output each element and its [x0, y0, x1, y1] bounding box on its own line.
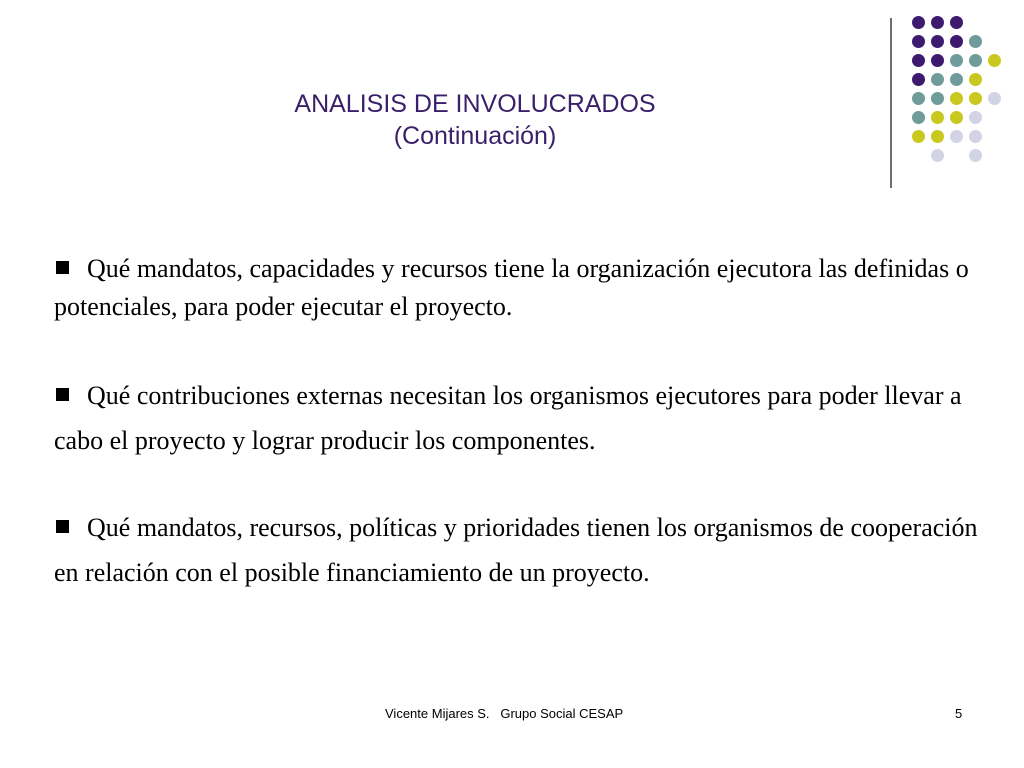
dot-teal [950, 73, 963, 86]
dot-purple [931, 54, 944, 67]
dot-teal [969, 35, 982, 48]
bullet-item [54, 373, 984, 463]
page-number: 5 [955, 706, 963, 721]
dot-teal [931, 73, 944, 86]
square-bullet-icon [56, 261, 69, 274]
dot-teal [931, 92, 944, 105]
dot-teal [912, 111, 925, 124]
dot-teal [950, 54, 963, 67]
footer-author: Vicente Mijares S. Grupo Social CESAP [385, 706, 624, 721]
dot-purple [912, 16, 925, 29]
bullet-text: Qué contribuciones externas necesitan los organismos ejecutores para poder llevar a cabo el proyecto y lograr producir los componentes. [54, 381, 962, 455]
dot-lavender [969, 149, 982, 162]
dot-purple [950, 16, 963, 29]
dot-yellow [931, 111, 944, 124]
dot-purple [912, 54, 925, 67]
dot-purple [931, 16, 944, 29]
dot-lavender [931, 149, 944, 162]
dot-purple [912, 35, 925, 48]
dot-teal [969, 54, 982, 67]
dot-yellow [988, 54, 1001, 67]
slide-title [180, 88, 770, 152]
square-bullet-icon [56, 520, 69, 533]
bullet-text: Qué mandatos, recursos, políticas y prioridades tienen los organismos de cooperación en relación con el posible financiamiento de un proyecto. [54, 513, 978, 587]
bullet-list [54, 250, 984, 595]
dot-purple [912, 73, 925, 86]
dot-teal [912, 92, 925, 105]
dot-yellow [969, 73, 982, 86]
square-bullet-icon [56, 388, 69, 401]
title-line-2: (Continuación) [393, 122, 557, 150]
dot-yellow [912, 130, 925, 143]
dot-purple [950, 35, 963, 48]
bullet-item [54, 505, 984, 595]
title-line-1: ANALISIS DE INVOLUCRADOS [294, 90, 656, 118]
bullet-text: Qué mandatos, capacidades y recursos tiene la organización ejecutora las definidas o potenciales, para poder ejecutar el proyecto. [54, 254, 969, 321]
dot-lavender [969, 111, 982, 124]
vertical-divider [890, 18, 892, 188]
dot-purple [931, 35, 944, 48]
dot-yellow [950, 92, 963, 105]
dot-yellow [950, 111, 963, 124]
dot-lavender [988, 92, 1001, 105]
dot-lavender [969, 130, 982, 143]
bullet-item [54, 250, 984, 326]
dot-yellow [969, 92, 982, 105]
dot-yellow [931, 130, 944, 143]
dot-lavender [950, 130, 963, 143]
